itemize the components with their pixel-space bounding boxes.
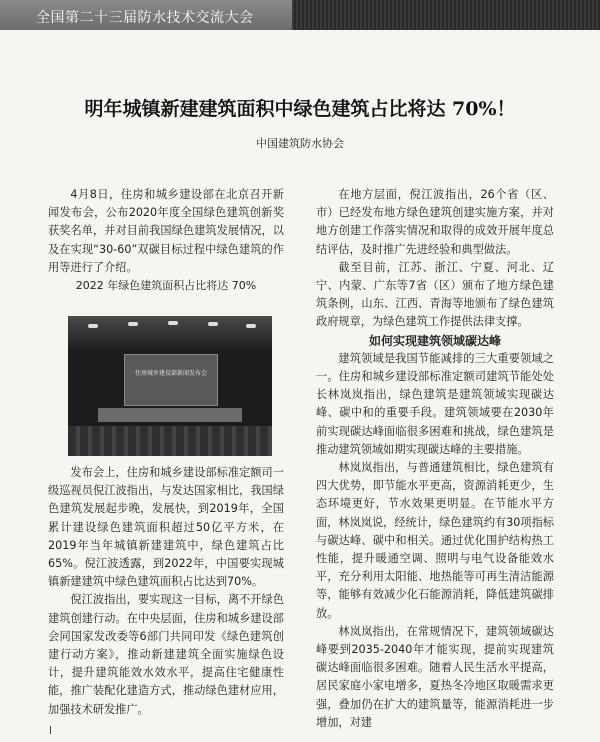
body-paragraph: 截至目前，江苏、浙江、宁夏、河北、辽宁、内蒙、广东等7省（区）颁布了地方绿色建筑条例，山东、江西、青海等地颁布了绿色建筑政府规章，为绿色建筑工作提供法律支撑。	[316, 260, 554, 329]
body-paragraph: 倪江波指出，要实现这一目标，离不开绿色建筑创建行动。在中央层面，住房和城乡建设部会同国家发改委等6部门共同印发《绿色建筑创建行动方案》，推动新建建筑全面实施绿色设计，提升建筑能效水效水平，提高住宅健康性能，推广装配化建造方式，推动绿色建材应用，加强技术研发推广。	[48, 593, 284, 716]
article-title: 明年城镇新建建筑面积中绿色建筑占比将达 70%！	[84, 98, 516, 120]
photo-stage-screen	[124, 354, 218, 406]
photo-desk	[98, 408, 242, 422]
header-banner-right	[292, 0, 600, 30]
body-paragraph: 在地方层面，倪江波指出，26个省（区、市）已经发布地方绿色建筑创建实施方案，并对地方创建工作落实情况和取得的成效开展年度总结评估，及时推广先进经验和典型做法。	[316, 188, 554, 256]
press-conference-photo	[68, 316, 272, 456]
body-paragraph: 林岚岚指出，在常规情况下，建筑领域碳达峰要到2035-2040年才能实现，提前实现建筑碳达峰面临很多困难。随着人民生活水平提高，居民家庭小家电增多，夏热冬冷地区取暖需求更强，叠加仍在扩大的建筑量等，能源消耗进一步增加，对建	[316, 624, 554, 729]
ceiling-light	[208, 322, 218, 326]
photo-caption: 2022 年绿色建筑面积占比将达 70%	[75, 279, 257, 293]
ceiling-light	[88, 324, 98, 328]
body-paragraph: 发布会上，住房和城乡建设部标准定额司一级巡视员倪江波指出，与发达国家相比，我国绿色建筑发展起步晚，发展快，到2019年，全国累计建设绿色建筑面积超过50亿平方米，在2019年当年城镇新建建筑中，绿色建筑占比65%。倪江波透露，到2022年，中国要实现城镇新建建筑中绿色建筑面积占比达到70%。	[48, 466, 284, 589]
photo-screen-text: 住房城乡建设部新闻发布会	[134, 370, 207, 377]
article-author: 中国建筑防水协会	[256, 137, 344, 150]
body-paragraph: 林岚岚指出，与普通建筑相比，绿色建筑有四大优势，即节能水平更高，资源消耗更少，生态环境更好，节水效果更明显。在节能水平方面，林岚岚说，经统计，绿色建筑约有30项指标与碳达峰、碳中和相关。通过优化围护结构热工性能，提升暖通空调、照明与电气设备能效水平，充分利用太阳能、地热能等可再生清洁能源等，能够有效减少化石能源消耗，降低建筑碳排放。	[316, 461, 554, 620]
body-paragraph: 建筑领域是我国节能减排的三大重要领域之一。住房和城乡建设部标准定额司建筑节能处处长林岚岚指出，绿色建筑是建筑领域实现碳达峰、碳中和的重要手段。建筑领域要在2030年前实现碳达峰面临很多困难和挑战，绿色建筑是推动建筑领域如期实现碳达峰的主要措施。	[316, 351, 554, 456]
ceiling-light	[246, 324, 256, 328]
conference-name: 全国第二十三届防水技术交流大会	[36, 10, 254, 26]
intro-paragraph: 4月8日，住房和城乡建设部在北京召开新闻发布会，公布2020年度全国绿色建筑创新奖获奖名单，并对目前我国绿色建筑发展情况，以及在实现“30-60”双碳目标过程中绿色建筑的作用等进行了介绍。	[48, 188, 284, 274]
ceiling-light	[168, 321, 178, 325]
left-column-bottom	[48, 464, 284, 719]
right-column	[316, 186, 554, 732]
section-heading: 如何实现建筑领域碳达峰	[368, 333, 501, 348]
ceiling-light	[128, 322, 138, 326]
photo-audience	[68, 426, 272, 456]
page-marker	[50, 726, 51, 734]
page-header	[0, 0, 600, 30]
left-column-top	[48, 186, 284, 295]
